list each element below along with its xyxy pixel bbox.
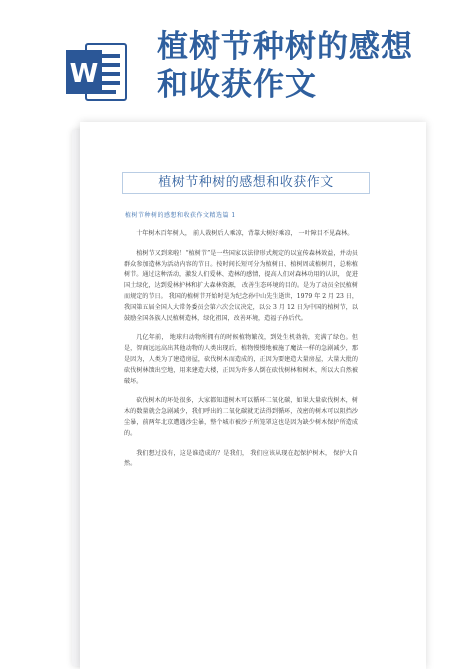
document-body xyxy=(124,229,358,479)
word-icon-letter: W xyxy=(69,59,99,89)
document-page xyxy=(80,122,426,669)
paragraph-4: 砍伐树木的坏处很多，大家都知道树木可以循环二氧化碳，如果大量砍伐树木，树木的数量就会急剧减少，我们呼出的二氧化碳就无法得到循环，茂密的树木可以阻挡沙尘暴，前两年北京遭遇沙尘暴，整个城市被沙子所笼罩这也是因为缺少树木保护所造成的。 xyxy=(124,397,358,437)
paragraph-5: 我们想过没有，这是谁造成的？是我们， 我们应该从现在起保护树木， 保护大自然。 xyxy=(124,449,358,468)
document-title: 植树节种树的感想和收获作文 xyxy=(122,172,370,194)
hero-title xyxy=(157,28,467,104)
document-subtitle: 植树节种树的感想和收获作文精选篇 1 xyxy=(125,212,236,219)
hero-title-line2: 和收获作文 xyxy=(157,67,317,103)
paragraph-1: 十年树木百年树人， 前人栽树后人乘凉，背靠大树好乘凉， 一叶障目不见森林。 xyxy=(136,230,354,237)
word-document-icon xyxy=(62,38,130,106)
hero-title-line1: 植树节种树的感想 xyxy=(157,29,413,65)
paragraph-2: 植树节又到来啦！“植树节”是一些国家以法律形式规定的以宣传森林效益，并动员群众参加造林为活动内容的节日。按时间长短可分为植树日、植树周或植树月，总称植树节。通过这种活动，激发人们爱林、造林的感情，提高人们对森林功用的认识， 促进国土绿化，达到爱林护林和扩大森林资源， 改善生态环境的目的。是为了动员全民植树而规定的节日。 我国的植树节开始时是为纪念孙中山先生逝世，1979 年 2 月 23 日，我国第五届全国人大常务委员会第六次会议决定，以公 3 月 12 日为中国的植树节，以鼓励全国各族人民植树造林，绿化祖国，改善环境，造福子孙后代。 xyxy=(124,249,358,322)
paragraph-3: 几亿年前， 地球归动物所拥有的时候植物繁茂，到处生机勃勃，充满了绿色。但是，智商远远高出其他动物的人类出现后，植物慢慢地被施了魔法一样的急剧减少，那是因为，人类为了建造房屋，砍伐树木而造成的，正因为要建造大量房屋，大量大批的砍伐树林馈出空地，用来建造大楼，正因为许多人倒在砍伐树林和树木，所以大自然被破坏。 xyxy=(124,334,358,385)
